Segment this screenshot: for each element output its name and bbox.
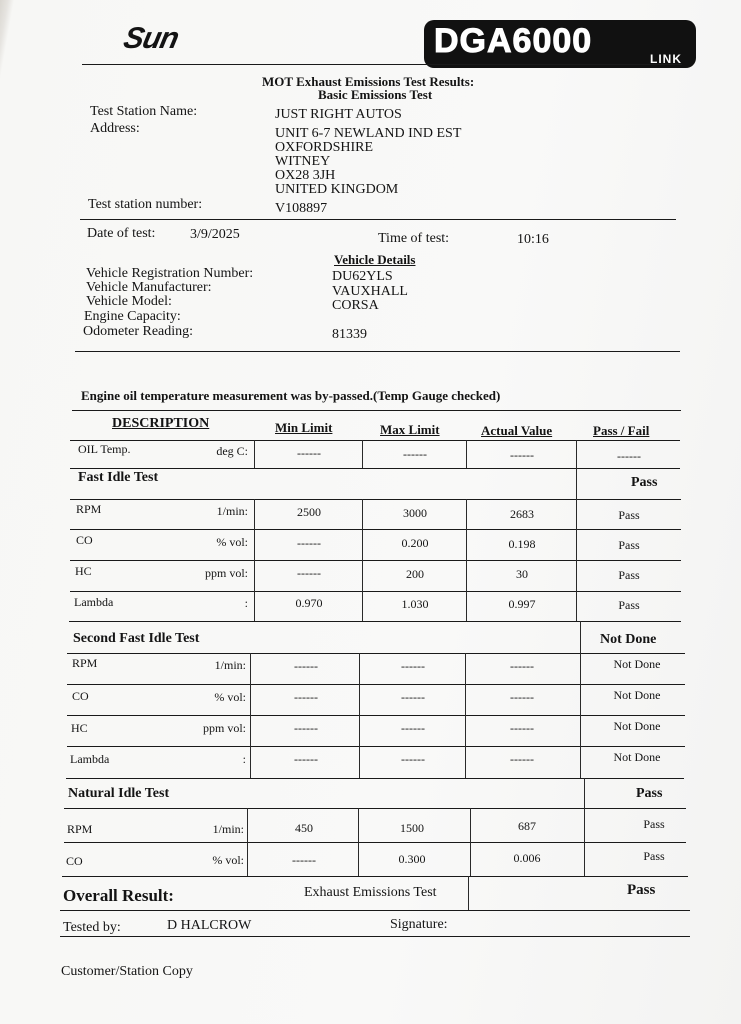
fast-idle-hc-min: ------: [297, 566, 321, 580]
oil-row-label: OIL Temp.: [78, 442, 131, 456]
col-header-description: DESCRIPTION: [112, 416, 210, 431]
col-header-actual-value: Actual Value: [481, 423, 553, 438]
second-idle-co-unit: % vol:: [214, 690, 246, 704]
col-divider: [254, 499, 255, 621]
second-idle-hc-actual: ------: [510, 721, 534, 735]
address-line-4: OX28 3JH: [275, 168, 336, 183]
station-number-value: V108897: [275, 201, 328, 216]
second-idle-hc-result: Not Done: [613, 719, 661, 733]
odometer-label: Odometer Reading:: [83, 324, 194, 339]
fast-idle-lambda-label: Lambda: [74, 595, 114, 609]
vehicle-rule: [75, 351, 680, 352]
fast-idle-lambda-result: Pass: [618, 598, 640, 612]
fast-idle-co-label: CO: [76, 533, 93, 547]
oil-row-rule: [70, 468, 680, 469]
col-divider: [580, 621, 581, 778]
vehicle-reg-value: DU62YLS: [332, 269, 393, 284]
time-label: Time of test:: [378, 231, 450, 246]
row-rule: [64, 808, 686, 809]
natural-idle-rule: [66, 778, 684, 779]
date-value: 3/9/2025: [190, 227, 240, 242]
second-idle-co-actual: ------: [510, 690, 534, 704]
overall-result-value: Pass: [627, 882, 656, 898]
row-rule: [70, 529, 681, 530]
row-rule: [70, 591, 681, 592]
natural-idle-rpm-min: 450: [295, 821, 313, 835]
row-rule: [67, 653, 685, 654]
overall-result-label: Overall Result:: [63, 886, 174, 905]
address-line-3: WITNEY: [275, 154, 331, 169]
row-rule: [67, 684, 685, 685]
dga6000-logo-text: DGA6000: [434, 22, 593, 60]
dga6000-logo: [424, 20, 696, 68]
natural-idle-rpm-result: Pass: [643, 817, 665, 831]
second-idle-co-result: Not Done: [613, 688, 661, 702]
second-idle-co-min: ------: [294, 690, 318, 704]
fast-idle-hc-max: 200: [406, 567, 424, 581]
table-header-rule: [70, 440, 680, 441]
second-idle-rpm-actual: ------: [510, 659, 534, 673]
emissions-report-sheet: [12, 0, 741, 1024]
fast-idle-co-actual: 0.198: [508, 537, 536, 551]
signature-label: Signature:: [390, 917, 448, 932]
station-number-label: Test station number:: [88, 197, 203, 212]
col-divider: [576, 440, 577, 468]
fast-idle-hc-unit: ppm vol:: [204, 566, 248, 580]
odometer-value: 81339: [332, 327, 367, 342]
second-idle-co-label: CO: [72, 689, 89, 703]
overall-test-name: Exhaust Emissions Test: [304, 885, 437, 900]
address-label: Address:: [90, 121, 140, 136]
second-fast-idle-rule: [69, 621, 681, 622]
fast-idle-lambda-actual: 0.997: [508, 597, 536, 611]
address-line-5: UNITED KINGDOM: [275, 182, 399, 197]
vehicle-model-label: Vehicle Model:: [86, 294, 172, 309]
fast-idle-co-result: Pass: [618, 538, 640, 552]
vehicle-manufacturer-label: Vehicle Manufacturer:: [86, 280, 212, 295]
fast-idle-co-min: ------: [297, 536, 321, 550]
natural-idle-rpm-unit: 1/min:: [212, 822, 244, 836]
oil-row-result: ------: [617, 449, 641, 463]
second-idle-co-max: ------: [401, 690, 425, 704]
second-idle-rpm-result: Not Done: [613, 657, 661, 671]
col-divider: [250, 653, 251, 778]
footer-rule: [60, 936, 690, 937]
time-value: 10:16: [517, 232, 549, 247]
second-fast-idle-title: Second Fast Idle Test: [73, 631, 200, 646]
oil-row-min: ------: [297, 446, 321, 460]
vehicle-reg-label: Vehicle Registration Number:: [86, 266, 254, 281]
fast-idle-rpm-min: 2500: [297, 505, 321, 519]
station-rule: [80, 219, 676, 220]
fast-idle-rpm-actual: 2683: [510, 507, 534, 521]
col-divider: [470, 808, 471, 876]
fast-idle-rpm-max: 3000: [403, 506, 427, 520]
col-divider: [358, 808, 359, 876]
fast-idle-hc-actual: 30: [516, 567, 528, 581]
second-idle-rpm-label: RPM: [72, 656, 98, 670]
row-rule: [70, 499, 681, 500]
oil-row-actual: ------: [510, 448, 534, 462]
sun-logo: Sun: [120, 22, 182, 55]
col-header-min-limit: Min Limit: [275, 420, 333, 435]
col-divider: [465, 653, 466, 778]
overall-top-rule: [62, 876, 688, 877]
second-idle-hc-unit: ppm vol:: [202, 721, 246, 735]
row-rule: [70, 560, 681, 561]
second-idle-lambda-min: ------: [294, 752, 318, 766]
fast-idle-co-unit: % vol:: [216, 535, 248, 549]
natural-idle-co-actual: 0.006: [513, 851, 541, 865]
col-divider: [576, 468, 577, 621]
report-subtitle: Basic Emissions Test: [318, 87, 433, 102]
vehicle-manufacturer-value: VAUXHALL: [332, 284, 408, 299]
col-divider: [466, 440, 467, 468]
table-top-rule: [72, 410, 681, 411]
row-rule: [67, 746, 685, 747]
fast-idle-hc-result: Pass: [618, 568, 640, 582]
second-idle-lambda-max: ------: [401, 752, 425, 766]
fast-idle-rpm-label: RPM: [76, 502, 102, 516]
col-divider: [362, 440, 363, 468]
date-label: Date of test:: [87, 226, 156, 241]
row-rule: [67, 715, 685, 716]
address-line-2: OXFORDSHIRE: [275, 140, 374, 155]
col-divider: [466, 499, 467, 621]
col-header-pass-fail: Pass / Fail: [593, 423, 650, 438]
fast-idle-lambda-unit: :: [244, 596, 248, 610]
fast-idle-rpm-result: Pass: [618, 508, 640, 522]
fast-idle-lambda-max: 1.030: [401, 597, 429, 611]
second-idle-rpm-min: ------: [294, 659, 318, 673]
oil-bypass-note: Engine oil temperature measurement was by-passed.(Temp Gauge checked): [81, 388, 501, 403]
natural-idle-result: Pass: [636, 786, 663, 801]
engine-capacity-label: Engine Capacity:: [84, 309, 181, 324]
fast-idle-rpm-unit: 1/min:: [216, 504, 248, 518]
oil-row-unit: deg C:: [216, 444, 248, 458]
fast-idle-lambda-min: 0.970: [295, 596, 323, 610]
copy-label: Customer/Station Copy: [61, 964, 193, 979]
fast-idle-title: Fast Idle Test: [78, 470, 159, 485]
natural-idle-rpm-actual: 687: [518, 819, 536, 833]
col-divider: [247, 808, 248, 876]
overall-bottom-rule: [60, 910, 690, 911]
vehicle-model-value: CORSA: [332, 298, 379, 313]
second-fast-idle-result: Not Done: [600, 632, 657, 647]
tested-by-label: Tested by:: [63, 920, 121, 935]
vehicle-details-heading: Vehicle Details: [334, 252, 416, 267]
natural-idle-title: Natural Idle Test: [68, 786, 170, 801]
natural-idle-co-unit: % vol:: [212, 853, 244, 867]
station-name-value: JUST RIGHT AUTOS: [275, 107, 402, 122]
natural-idle-rpm-max: 1500: [400, 821, 424, 835]
second-idle-hc-max: ------: [401, 721, 425, 735]
col-divider: [359, 653, 360, 778]
col-divider: [362, 499, 363, 621]
col-divider: [584, 778, 585, 876]
natural-idle-co-result: Pass: [643, 849, 665, 863]
second-idle-lambda-label: Lambda: [70, 752, 110, 766]
second-idle-lambda-result: Not Done: [613, 750, 661, 764]
second-idle-hc-min: ------: [294, 721, 318, 735]
header-rule: [82, 64, 682, 65]
second-idle-rpm-max: ------: [401, 659, 425, 673]
second-idle-rpm-unit: 1/min:: [214, 658, 246, 672]
second-idle-lambda-unit: :: [242, 752, 246, 766]
fast-idle-hc-label: HC: [75, 564, 92, 578]
natural-idle-co-label: CO: [66, 854, 83, 868]
row-rule: [64, 842, 686, 843]
col-divider: [468, 876, 469, 910]
tested-by-value: D HALCROW: [167, 918, 252, 933]
fast-idle-result: Pass: [631, 475, 658, 490]
address-line-1: UNIT 6-7 NEWLAND IND EST: [275, 126, 462, 141]
col-header-max-limit: Max Limit: [380, 422, 440, 437]
oil-row-max: ------: [403, 447, 427, 461]
station-name-label: Test Station Name:: [90, 104, 198, 119]
natural-idle-co-max: 0.300: [398, 852, 426, 866]
report-title: MOT Exhaust Emissions Test Results:: [262, 74, 475, 89]
natural-idle-rpm-label: RPM: [67, 822, 93, 836]
natural-idle-co-min: ------: [292, 853, 316, 867]
second-idle-lambda-actual: ------: [510, 752, 534, 766]
fast-idle-co-max: 0.200: [401, 536, 429, 550]
dga6000-logo-sub: LINK: [650, 52, 682, 66]
col-divider: [254, 440, 255, 468]
second-idle-hc-label: HC: [71, 721, 88, 735]
